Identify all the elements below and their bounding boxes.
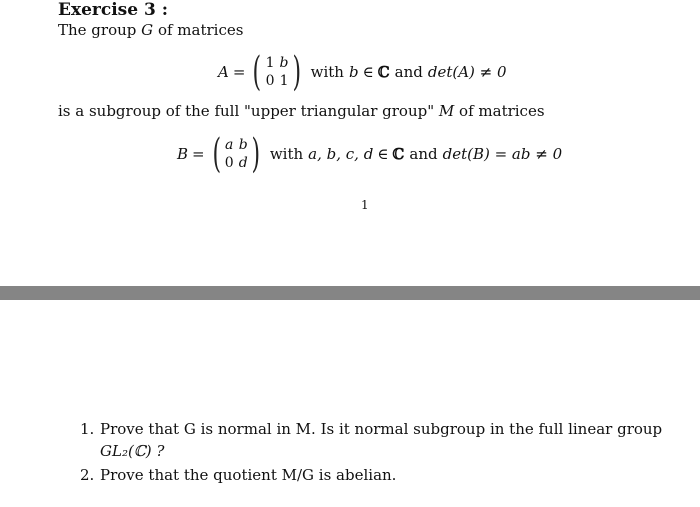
- condition-var: b: [348, 63, 359, 81]
- intro-text: The group: [58, 21, 137, 39]
- question-text-line: GL₂(ℂ) ?: [100, 442, 165, 460]
- question-item: [80, 464, 675, 486]
- intro-rest-text: of matrices: [157, 21, 244, 39]
- middle-rest-text: of matrices: [459, 102, 545, 120]
- with-text: with: [269, 145, 304, 163]
- matrix-b-label: B: [177, 145, 189, 163]
- right-paren: ): [292, 49, 302, 95]
- equals-sign: =: [232, 63, 246, 81]
- page-divider: [0, 286, 700, 300]
- question-list: [80, 418, 675, 488]
- det-condition: det(A) ≠ 0: [427, 63, 507, 81]
- complex-field-symbol: ℂ: [392, 145, 405, 163]
- matrix-a: [263, 54, 291, 90]
- group-symbol-m: M: [438, 102, 455, 120]
- matrix-b-cell: d: [238, 155, 248, 171]
- intro-line: [58, 21, 243, 39]
- left-paren: (: [252, 49, 262, 95]
- equals-sign: =: [192, 145, 205, 163]
- matrix-a-cell: b: [279, 55, 289, 71]
- matrix-b-cell: b: [238, 137, 248, 153]
- right-paren: ): [251, 131, 261, 177]
- question-text-line: Prove that the quotient M/G is abelian.: [100, 466, 397, 484]
- condition-vars: a, b, c, d: [308, 145, 374, 163]
- left-paren: (: [212, 131, 221, 177]
- middle-line: [58, 102, 545, 120]
- middle-text: is a subgroup of the full "upper triangular group": [58, 102, 435, 120]
- formula-b: [177, 131, 563, 177]
- matrix-b: [222, 136, 250, 172]
- question-number: 2.: [80, 466, 95, 484]
- det-condition: det(B) = ab ≠ 0: [442, 145, 563, 163]
- matrix-a-cell: 1: [265, 55, 275, 71]
- group-symbol-g: G: [141, 21, 154, 39]
- question-text-line: Prove that G is normal in M. Is it normal subgroup in the full linear group: [100, 420, 663, 438]
- formula-a: [218, 49, 507, 95]
- page-number: 1: [361, 198, 369, 212]
- matrix-b-cell: a: [225, 137, 234, 153]
- element-of-symbol: ∈: [362, 63, 374, 81]
- element-of-symbol: ∈: [377, 145, 389, 163]
- question-text: [100, 464, 675, 486]
- matrix-a-cell: 0: [265, 73, 275, 89]
- question-text: [100, 418, 675, 462]
- question-number: 1.: [80, 420, 95, 438]
- question-item: [80, 418, 675, 462]
- matrix-a-cell: 1: [279, 73, 289, 89]
- with-text: with: [310, 63, 344, 81]
- complex-field-symbol: ℂ: [377, 63, 390, 81]
- exercise-title: Exercise 3 :: [58, 0, 169, 20]
- and-text: and: [394, 63, 423, 81]
- matrix-a-label: A: [218, 63, 229, 81]
- matrix-b-cell: 0: [224, 155, 234, 171]
- and-text: and: [409, 145, 438, 163]
